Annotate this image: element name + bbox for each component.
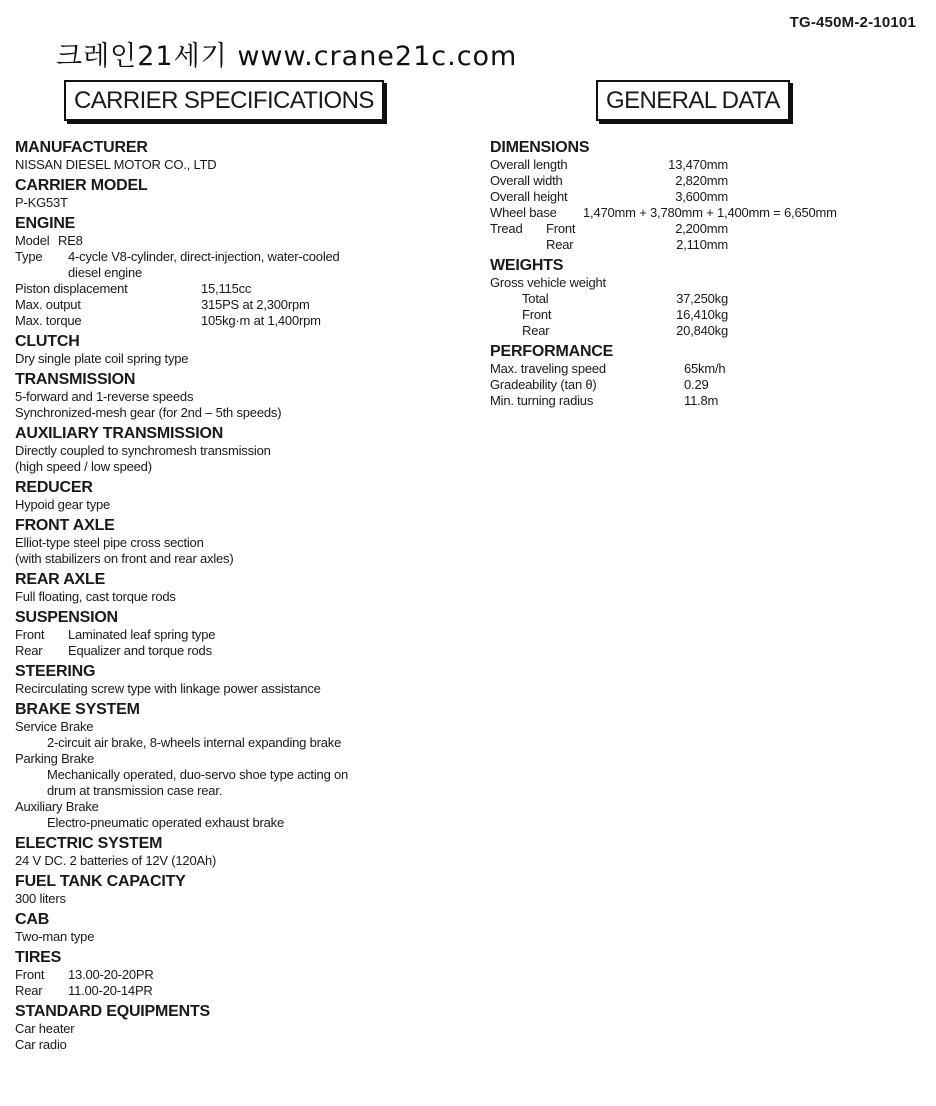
front-axle-section: [15, 517, 465, 567]
suspension-rear-row: [15, 643, 465, 659]
auxiliary-transmission-value-line2: (high speed / low speed): [15, 459, 152, 474]
rear-axle-heading: REAR AXLE: [15, 571, 106, 588]
auxiliary-transmission-value-line1: Directly coupled to synchromesh transmission: [15, 443, 271, 458]
gradeability-row: [490, 377, 910, 393]
engine-type-value-line1: 4-cycle V8-cylinder, direct-injection, water-cooled: [68, 249, 340, 264]
max-output-value: 315PS at 2,300rpm: [201, 297, 310, 312]
wheel-base-value: 1,470mm + 3,780mm + 1,400mm = 6,650mm: [583, 205, 837, 220]
weight-front-value: 16,410kg: [676, 307, 728, 322]
front-axle-value-line2: (with stabilizers on front and rear axles): [15, 551, 234, 566]
suspension-front-row: [15, 627, 465, 643]
overall-width-value: 2,820mm: [675, 173, 728, 188]
wheel-base-row: [490, 205, 910, 221]
manufacturer-section: [15, 139, 465, 173]
standard-equipments-section: [15, 1003, 465, 1053]
weight-total-label: Total: [522, 291, 549, 306]
tires-heading: TIRES: [15, 949, 62, 966]
tires-front-row: [15, 967, 465, 983]
engine-type-label: Type: [15, 249, 43, 264]
carrier-specifications-column: [15, 139, 465, 1057]
tread-front-label: Front: [546, 221, 576, 236]
carrier-model-value: P-KG53T: [15, 195, 68, 210]
piston-displacement-label: Piston displacement: [15, 281, 128, 296]
reducer-value: Hypoid gear type: [15, 497, 111, 512]
electric-system-heading: ELECTRIC SYSTEM: [15, 835, 163, 852]
suspension-rear-value: Equalizer and torque rods: [68, 643, 212, 658]
rear-axle-value: Full floating, cast torque rods: [15, 589, 176, 604]
fuel-tank-value: 300 liters: [15, 891, 66, 906]
max-torque-value: 105kg·m at 1,400rpm: [201, 313, 321, 328]
overall-height-value: 3,600mm: [675, 189, 728, 204]
clutch-heading: CLUTCH: [15, 333, 80, 350]
engine-model-value: RE8: [58, 233, 83, 248]
engine-type-value-line2: diesel engine: [68, 265, 143, 280]
brake-system-section: [15, 701, 465, 831]
steering-value: Recirculating screw type with linkage power assistance: [15, 681, 321, 696]
fuel-tank-section: [15, 873, 465, 907]
parking-brake-value-line1: Mechanically operated, duo-servo shoe type acting on: [47, 767, 349, 782]
manufacturer-heading: MANUFACTURER: [15, 139, 148, 156]
max-traveling-speed-value: 65km/h: [684, 361, 726, 376]
performance-section: [490, 343, 910, 409]
gross-vehicle-weight-label: Gross vehicle weight: [490, 275, 606, 290]
standard-equipment-item: Car radio: [15, 1037, 67, 1052]
engine-model-label: Model: [15, 233, 50, 248]
parking-brake-value-line2: drum at transmission case rear.: [47, 783, 223, 798]
auxiliary-transmission-heading: AUXILIARY TRANSMISSION: [15, 425, 224, 442]
auxiliary-brake-value: Electro-pneumatic operated exhaust brake: [47, 815, 284, 830]
steering-heading: STEERING: [15, 663, 96, 680]
tires-rear-row: [15, 983, 465, 999]
max-traveling-speed-row: [490, 361, 910, 377]
engine-heading: ENGINE: [15, 215, 76, 232]
parking-brake-label: Parking Brake: [15, 751, 95, 766]
performance-heading: PERFORMANCE: [490, 343, 614, 360]
min-turning-radius-row: [490, 393, 910, 409]
piston-displacement-value: 15,115cc: [201, 281, 252, 296]
tread-rear-value: 2,110mm: [676, 237, 728, 252]
tread-front-value: 2,200mm: [675, 221, 728, 236]
tires-rear-label: Rear: [15, 983, 43, 998]
gradeability-value: 0.29: [684, 377, 709, 392]
transmission-heading: TRANSMISSION: [15, 371, 136, 388]
min-turning-radius-value: 11.8m: [684, 393, 719, 408]
carrier-specifications-title: CARRIER SPECIFICATIONS: [64, 80, 384, 121]
weights-section: [490, 257, 910, 339]
engine-model-row: [15, 233, 465, 249]
carrier-model-heading: CARRIER MODEL: [15, 177, 148, 194]
tread-label: Tread: [490, 221, 523, 236]
reducer-heading: REDUCER: [15, 479, 93, 496]
piston-displacement-row: [15, 281, 465, 297]
weight-rear-label: Rear: [522, 323, 550, 338]
suspension-front-value: Laminated leaf spring type: [68, 627, 216, 642]
standard-equipment-item: Car heater: [15, 1021, 75, 1036]
suspension-rear-label: Rear: [15, 643, 43, 658]
reducer-section: [15, 479, 465, 513]
clutch-section: [15, 333, 465, 367]
overall-height-row: [490, 189, 910, 205]
tires-rear-value: 11.00-20-14PR: [68, 983, 153, 998]
min-turning-radius-label: Min. turning radius: [490, 393, 594, 408]
suspension-front-label: Front: [15, 627, 45, 642]
max-output-label: Max. output: [15, 297, 81, 312]
overall-width-label: Overall width: [490, 173, 563, 188]
auxiliary-transmission-section: [15, 425, 465, 475]
overall-length-value: 13,470mm: [668, 157, 728, 172]
transmission-value-line2: Synchronized-mesh gear (for 2nd – 5th speeds): [15, 405, 282, 420]
cab-section: [15, 911, 465, 945]
overall-width-row: [490, 173, 910, 189]
steering-section: [15, 663, 465, 697]
weight-front-label: Front: [522, 307, 552, 322]
tires-front-value: 13.00-20-20PR: [68, 967, 154, 982]
transmission-section: [15, 371, 465, 421]
manufacturer-value: NISSAN DIESEL MOTOR CO., LTD: [15, 157, 217, 172]
auxiliary-brake-label: Auxiliary Brake: [15, 799, 99, 814]
tires-section: [15, 949, 465, 999]
service-brake-label: Service Brake: [15, 719, 94, 734]
engine-type-row: [15, 249, 465, 265]
max-traveling-speed-label: Max. traveling speed: [490, 361, 606, 376]
front-axle-heading: FRONT AXLE: [15, 517, 115, 534]
max-torque-row: [15, 313, 465, 329]
document-code: TG-450M-2-10101: [789, 14, 916, 31]
max-output-row: [15, 297, 465, 313]
overall-height-label: Overall height: [490, 189, 568, 204]
general-data-title: GENERAL DATA: [596, 80, 790, 121]
max-torque-label: Max. torque: [15, 313, 82, 328]
dimensions-heading: DIMENSIONS: [490, 139, 590, 156]
cab-value: Two-man type: [15, 929, 95, 944]
service-brake-value: 2-circuit air brake, 8-wheels internal expanding brake: [47, 735, 342, 750]
brake-system-heading: BRAKE SYSTEM: [15, 701, 140, 718]
website-watermark: 크레인21세기 www.crane21c.com: [56, 41, 518, 72]
gradeability-label: Gradeability (tan θ): [490, 377, 597, 392]
tread-front-row: [490, 221, 910, 237]
standard-equipments-heading: STANDARD EQUIPMENTS: [15, 1003, 211, 1020]
suspension-heading: SUSPENSION: [15, 609, 118, 626]
rear-axle-section: [15, 571, 465, 605]
weight-total-row: [490, 291, 910, 307]
weight-rear-row: [490, 323, 910, 339]
suspension-section: [15, 609, 465, 659]
fuel-tank-heading: FUEL TANK CAPACITY: [15, 873, 186, 890]
dimensions-section: [490, 139, 910, 253]
weight-front-row: [490, 307, 910, 323]
electric-system-section: [15, 835, 465, 869]
overall-length-label: Overall length: [490, 157, 568, 172]
cab-heading: CAB: [15, 911, 50, 928]
tires-front-label: Front: [15, 967, 45, 982]
weights-heading: WEIGHTS: [490, 257, 564, 274]
weight-rear-value: 20,840kg: [676, 323, 728, 338]
tread-rear-row: [490, 237, 910, 253]
weight-total-value: 37,250kg: [676, 291, 728, 306]
wheel-base-label: Wheel base: [490, 205, 557, 220]
transmission-value-line1: 5-forward and 1-reverse speeds: [15, 389, 194, 404]
electric-system-value: 24 V DC. 2 batteries of 12V (120Ah): [15, 853, 217, 868]
general-data-column: [490, 139, 910, 413]
overall-length-row: [490, 157, 910, 173]
tread-rear-label: Rear: [546, 237, 574, 252]
front-axle-value-line1: Elliot-type steel pipe cross section: [15, 535, 204, 550]
carrier-model-section: [15, 177, 465, 211]
clutch-value: Dry single plate coil spring type: [15, 351, 189, 366]
engine-section: [15, 215, 465, 329]
